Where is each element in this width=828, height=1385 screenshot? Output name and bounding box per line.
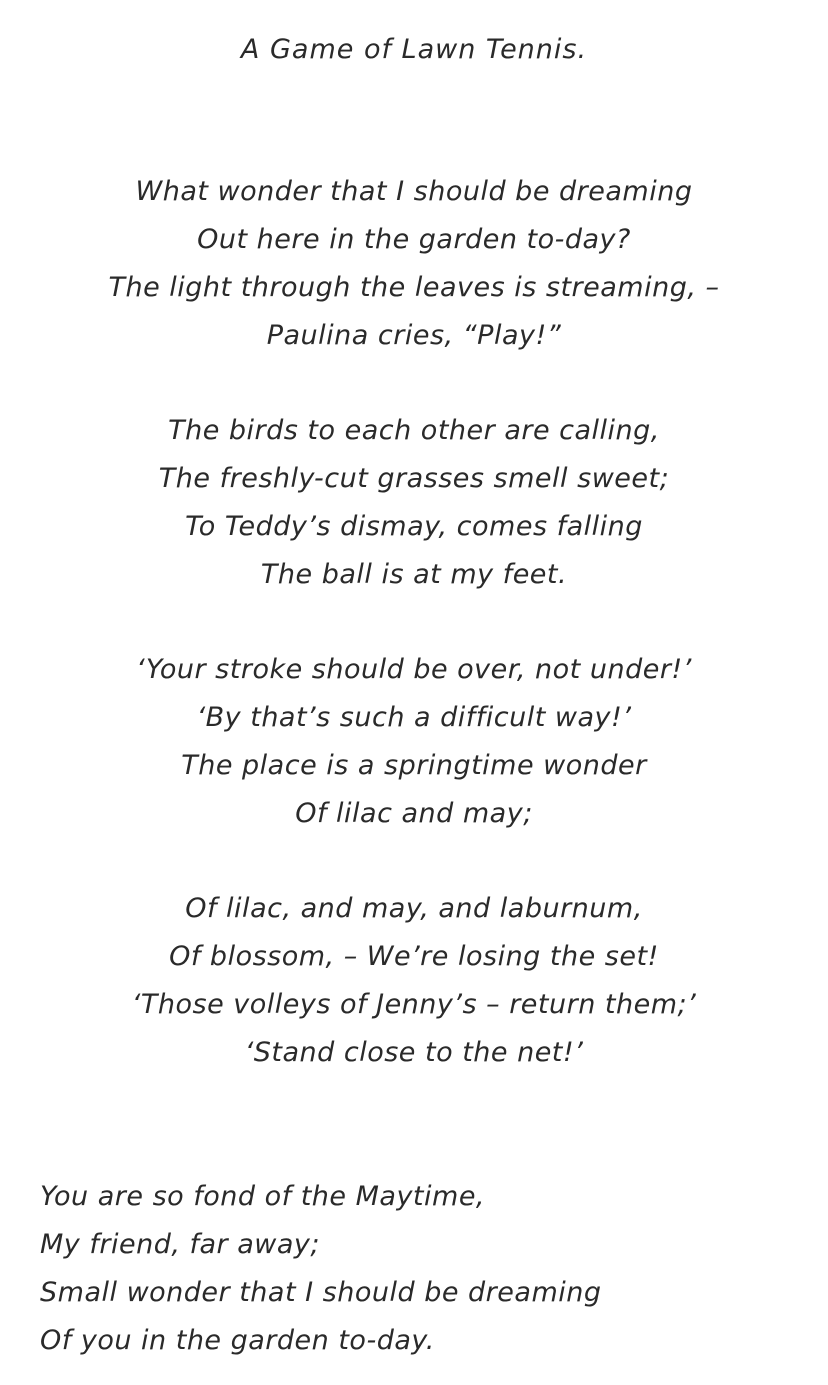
poem-line: You are so fond of the Maytime, bbox=[40, 1181, 486, 1212]
poem-line: Of lilac and may; bbox=[295, 798, 533, 829]
poem-line: To Teddy’s dismay, comes falling bbox=[185, 511, 643, 542]
poem-line: My friend, far away; bbox=[40, 1229, 320, 1260]
poem-line: Small wonder that I should be dreaming bbox=[40, 1277, 602, 1308]
poem-line: What wonder that I should be dreaming bbox=[135, 176, 693, 207]
poem-line: The freshly-cut grasses smell sweet; bbox=[158, 463, 670, 494]
poem-line: Of you in the garden to-day. bbox=[40, 1325, 435, 1356]
poem-line: ‘Your stroke should be over, not under!’ bbox=[136, 654, 692, 685]
stanza bbox=[0, 885, 828, 1077]
poem-title: A Game of Lawn Tennis. bbox=[240, 34, 588, 65]
stanza bbox=[0, 407, 828, 599]
poem-line: The place is a springtime wonder bbox=[181, 750, 647, 781]
poem-line: ‘Stand close to the net!’ bbox=[244, 1037, 584, 1068]
poem-line: Of blossom, – We’re losing the set! bbox=[169, 941, 659, 972]
stanza bbox=[0, 168, 828, 360]
poem-line: ‘Those volleys of Jenny’s – return them;’ bbox=[131, 989, 697, 1020]
poem-line: ‘By that’s such a difficult way!’ bbox=[196, 702, 632, 733]
stanza bbox=[0, 1173, 828, 1365]
poem-line: The light through the leaves is streaming, – bbox=[108, 272, 720, 303]
poem-line: Of lilac, and may, and laburnum, bbox=[185, 893, 643, 924]
stanza bbox=[0, 646, 828, 838]
poem-line: Paulina cries, “Play!” bbox=[266, 320, 562, 351]
poem-line: The ball is at my feet. bbox=[260, 559, 568, 590]
poem-line: The birds to each other are calling, bbox=[168, 415, 660, 446]
poem-line: Out here in the garden to-day? bbox=[197, 224, 631, 255]
